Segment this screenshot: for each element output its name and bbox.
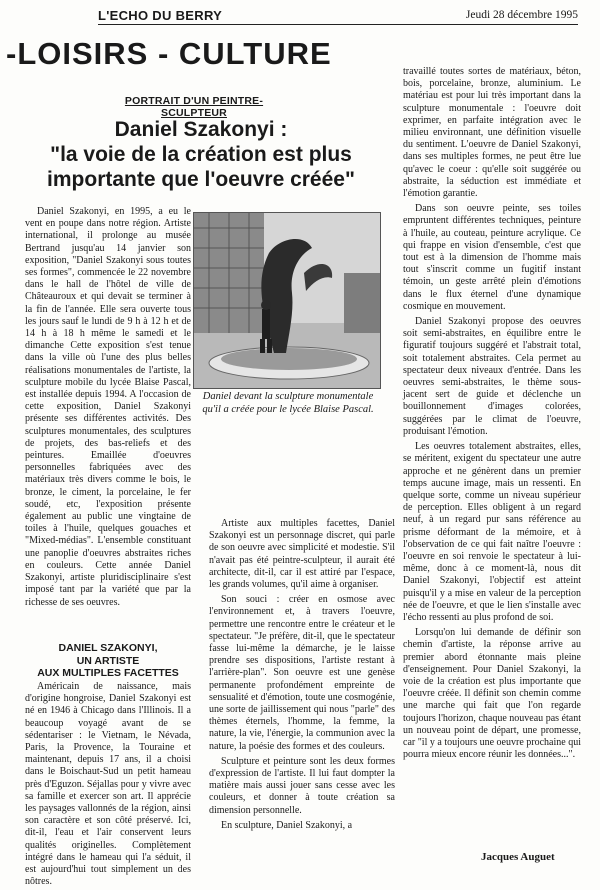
headline-line: Daniel Szakonyi : bbox=[114, 118, 288, 141]
paragraph: En sculpture, Daniel Szakonyi, a bbox=[221, 819, 353, 831]
paragraph: Lorsqu'on lui demande de définir son chemin d'artiste, la réponse arrive au premier abord étonnante mais pleine d'enseignement. Pour Daniel Szakonyi, la voie de la création est plus importante que l'oeuvre créée. Il définit son chemin comme une marche qui fait que l'on regarde toujours l'horizon, chaque nouveau pas étant un nouveau point de départ, une promesse, car "il y a toujours une oeuvre prochaine qui pourra mieux encore réunir les données...". bbox=[403, 627, 581, 761]
paragraph: Daniel Szakonyi propose des oeuvres soit semi-abstraites, en équilibre entre le figuratif toujours suggéré et l'abstrait total, soit totalement abstraites. Cela permet au spectateur deux niveaux d'entrée. Dans les oeuvres semi-abstraites, le thème sous-jacent sert de guide et déclenche un bouillonnement d'images colorées, suggérées par le climat de l'oeuvre, produisant l'émotion. bbox=[403, 316, 581, 437]
section-title: -LOISIRS - CULTURE bbox=[6, 36, 332, 71]
paragraph: travaillé toutes sortes de matériaux, béton, bois, porcelaine, bronze, aluminium. Le matériau est pour lui très important dans la sculpture monumentale : l'oeuvre doit exprimer, en parfaite intégration avec le milieu environnant, une définition visuelle du sentiment. L'oeuvre de Daniel Szakonyi, dans ses multiples formes, ne peut être lue qu'avec le coeur : qu'elle soit suggérée ou abstraite, la séduction est immédiate et l'émotion garantie. bbox=[403, 66, 581, 200]
masthead bbox=[98, 8, 578, 25]
column-1-top bbox=[25, 206, 191, 612]
paragraph: Daniel Szakonyi, en 1995, a eu le vent en poupe dans notre région. Artiste international, il prolonge au musée Bertrand jusqu'au 14 janvier son exposition, "Daniel Szakonyi sous toutes ses formes", commencée le 22 novembre dans le hall de l'hôtel de ville de Châteauroux et qui devait se terminer à la fin de l'année. Elle sera ouverte tous les jours sauf le lundi de 9 h à 12 h et de 14 h à 18 h même le samedi et le dimanche Cette exposition s'est tenue dans la ville où l'une des plus belles réalisations monumentales de l'artiste, la sculpture mobile du lycée Blaise Pascal, est installée depuis 1994. A l'occasion de cette exposition, Daniel Szakonyi présente ses différentes activités. Des sculptures monumentales, des sculptures de projets, des bas-reliefs et des peintures. Emaillée d'oeuvres personnelles fabriquées avec des matériaux très divers comme le bois, le bronze, le ciment, la porcelaine, le fer soudé, etc, l'exposition présente également au public une vingtaine de toiles à l'huile, quelques gouaches et "Mixed-médias". L'ensemble constituant une panoplie d'oeuvres abstraites riches en couleurs. Cette année Daniel Szakonyi, artiste pluridisciplinaire s'est imposé tant par la variété que par la richesse de ses oeuvres. bbox=[25, 206, 191, 608]
paragraph: Américain de naissance, mais d'origine hongroise, Daniel Szakonyi est né en 1946 à Chicago dans l'Illinois. Il a beaucoup voyagé avant de se sédentariser : le Vietnam, le Névada, Paris, la Provence, la Touraine et maintenant, depuis 17 ans, il a choisi dans le Boischaut-Sud un petit hameau près d'Eguzon. Séjallas pour y vivre avec sa famille et exercer son art. Il apprécie les paysages vallonnés de la région, ainsi son caractère et son côté préservé. Ici, dit-il, l'eau et l'air conservent leurs qualités originelles. Complètement intégré dans le hameau qui l'a séduit, il est aujourd'hui tout simplement un des nôtres. bbox=[25, 681, 191, 888]
photo-caption: Daniel devant la sculpture monumentale qu'il a créée pour le lycée Blaise Pascal. bbox=[202, 391, 374, 415]
subhead-line: DANIEL SZAKONYI, bbox=[58, 642, 158, 654]
paragraph: Sculpture et peinture sont les deux formes d'expression de l'artiste. Il lui faut dompter la matière mais aussi jouer sans cesse avec les couleurs, et donner à toute création sa dimension personnelle. bbox=[209, 755, 395, 816]
subhead-line: UN ARTISTE bbox=[76, 654, 140, 667]
article-kicker: PORTRAIT D'UN PEINTRE-SCULPTEUR bbox=[124, 95, 264, 119]
column-3 bbox=[403, 66, 581, 764]
headline-line: importante que l'oeuvre créée" bbox=[47, 168, 355, 191]
column-1-bottom bbox=[25, 681, 191, 891]
paragraph: Artiste aux multiples facettes, Daniel Szakonyi est un personnage discret, qui parle de son oeuvre avec simplicité et modestie. S'il n'avait pas été peintre-sculpteur, il aurait été architecte, dit-il, car il est attiré par l'espace, les grands volumes, qu'il aime à organiser. bbox=[209, 518, 395, 591]
article-subhead bbox=[25, 642, 191, 680]
column-2 bbox=[209, 518, 395, 835]
headline-line: "la voie de la création est plus bbox=[50, 143, 352, 166]
issue-date: Jeudi 28 décembre 1995 bbox=[465, 9, 578, 21]
paragraph: Dans son oeuvre peinte, ses toiles empruntent différentes techniques, peinture à l'huile, au couteau, peinture acrylique. Ce qui frappe en vision d'ensemble, c'est que tout est à la dimension de l'homme mais tout s'inscrit comme un fugitif instant témoin, un geste arrêté plein d'émotions dans le flux éternel d'une dynamique cosmique en mouvement. bbox=[403, 203, 581, 312]
sculpture-photo-image bbox=[194, 213, 380, 388]
paragraph: Son souci : créer en osmose avec l'environnement et, à travers l'oeuvre, permettre une rencontre entre le créateur et le spectateur. "Je préfère, dit-il, que le spectateur fasse lui-même la démarche, je le laisse prendre ses dispositions, l'artiste restant à l'arrière-plan". Son oeuvre est une genèse permanente profondément empreinte de sensualité et d'émotion, toute une cosmogénie, une sorte de jaillissement qui nous "parle" des thèmes éternels, l'homme, la femme, la nature, la vie, l'énergie, la communion avec la nature, la poésie des formes et des couleurs. bbox=[209, 594, 395, 752]
newspaper-name: L'ECHO DU BERRY bbox=[98, 8, 223, 23]
article-headline bbox=[28, 117, 374, 192]
sculpture-photo bbox=[193, 212, 381, 389]
subhead-line: AUX MULTIPLES FACETTES bbox=[37, 667, 179, 679]
author-byline: Jacques Auguet bbox=[481, 851, 555, 863]
paragraph: Les oeuvres totalement abstraites, elles, se méritent, exigent du spectateur une autre approche et ne génèrent dans un premier temps aucune image, mais un ressenti. En quelque sorte, comme un niveau supérieur de perception. Elles obligent à un regard neuf, à un regard pur sans référence au prisme déformant de la mémoire, et à l'observation de ce qui fait naître l'oeuvre : l'oeuvre en soi renvoie le spectateur à lui-même, donc à ce moment-là, nous dit Daniel Szakonyi, l'objectif est atteint puisqu'il y a mise en valeur de la perception née de l'oeuvre, et que le lien s'installe avec l'écho ressenti au plus profond de soi. bbox=[403, 441, 581, 623]
